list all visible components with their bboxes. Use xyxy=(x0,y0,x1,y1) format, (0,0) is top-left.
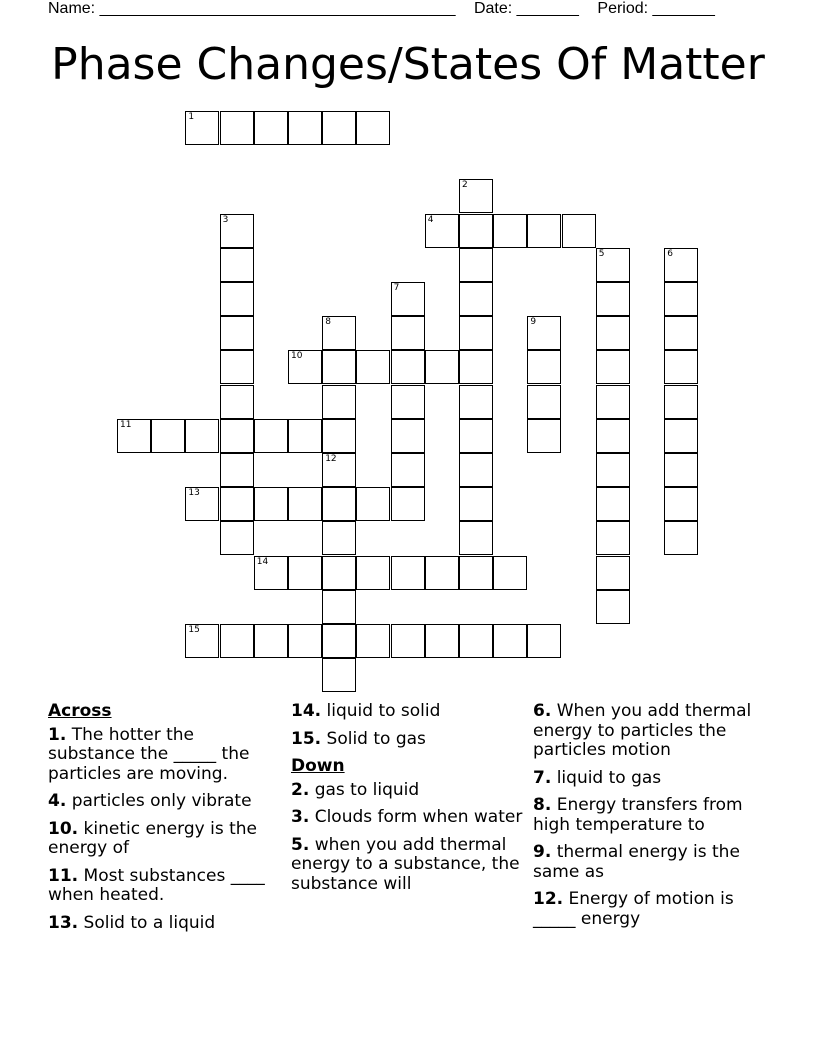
crossword-cell[interactable] xyxy=(151,419,185,453)
clue-text: Solid to a liquid xyxy=(78,912,216,933)
clue-number: 5. xyxy=(291,834,310,855)
crossword-cell-8[interactable] xyxy=(322,316,356,350)
clue-number: 3. xyxy=(291,807,310,827)
crossword-cell[interactable] xyxy=(220,248,254,282)
crossword-cell[interactable] xyxy=(185,419,219,453)
clue-number: 10. xyxy=(48,818,79,839)
crossword-cell[interactable] xyxy=(664,487,698,521)
clue-number: 11. xyxy=(48,865,79,886)
crossword-cell[interactable] xyxy=(459,521,493,555)
crossword-cell[interactable] xyxy=(220,282,254,316)
crossword-cell[interactable] xyxy=(459,419,493,453)
clue-across-4 xyxy=(48,792,280,812)
crossword-cell[interactable] xyxy=(322,487,356,521)
crossword-cell[interactable] xyxy=(391,385,425,419)
clue-number-label: 9 xyxy=(530,317,537,328)
crossword-cell[interactable] xyxy=(322,590,356,624)
clue-down-5 xyxy=(291,836,526,895)
crossword-cell[interactable] xyxy=(493,624,527,658)
crossword-cell[interactable] xyxy=(322,111,356,145)
clue-text: thermal energy is the same as xyxy=(533,842,740,882)
crossword-cell-2[interactable] xyxy=(459,179,493,213)
clue-down-6 xyxy=(533,702,773,761)
clue-down-2 xyxy=(291,781,526,801)
crossword-cell[interactable] xyxy=(322,521,356,555)
crossword-cell[interactable] xyxy=(459,487,493,521)
crossword-cell[interactable] xyxy=(425,624,459,658)
crossword-cell[interactable] xyxy=(288,419,322,453)
crossword-cell[interactable] xyxy=(391,316,425,350)
across-heading: Across xyxy=(48,701,112,721)
crossword-cell[interactable] xyxy=(220,487,254,521)
clue-across-15 xyxy=(291,730,526,750)
crossword-cell[interactable] xyxy=(322,385,356,419)
clue-number: 12. xyxy=(533,889,564,909)
crossword-cell[interactable] xyxy=(391,453,425,487)
clue-number: 1. xyxy=(48,724,67,745)
crossword-cell[interactable] xyxy=(596,282,630,316)
clue-number-label: 1 xyxy=(188,112,195,122)
crossword-cell-14[interactable] xyxy=(254,556,288,590)
crossword-cell[interactable] xyxy=(356,487,390,521)
crossword-cell[interactable] xyxy=(391,419,425,453)
crossword-cell[interactable] xyxy=(596,487,630,521)
crossword-cell[interactable] xyxy=(459,385,493,419)
clue-across-11 xyxy=(48,867,280,906)
crossword-cell-11[interactable] xyxy=(117,419,151,453)
crossword-cell-3[interactable] xyxy=(220,214,254,248)
crossword-cell[interactable] xyxy=(459,316,493,350)
crossword-cell[interactable] xyxy=(220,419,254,453)
crossword-cell[interactable] xyxy=(527,214,561,248)
crossword-cell[interactable] xyxy=(322,556,356,590)
crossword-cell[interactable] xyxy=(459,282,493,316)
clue-number: 15. xyxy=(291,728,322,749)
crossword-cell-10[interactable] xyxy=(288,350,322,384)
page-title: Phase Changes/States Of Matter xyxy=(51,39,765,90)
crossword-cell[interactable] xyxy=(220,350,254,384)
crossword-cell[interactable] xyxy=(664,521,698,555)
crossword-cell[interactable] xyxy=(391,350,425,384)
clue-text: Energy transfers from high temperature to xyxy=(533,795,743,835)
crossword-cell[interactable] xyxy=(596,385,630,419)
crossword-cell[interactable] xyxy=(254,419,288,453)
crossword-cell[interactable] xyxy=(322,624,356,658)
clue-number: 9. xyxy=(533,842,552,862)
crossword-cell[interactable] xyxy=(596,316,630,350)
crossword-cell[interactable] xyxy=(356,111,390,145)
clue-down-3 xyxy=(291,808,526,828)
clue-number: 13. xyxy=(48,912,79,933)
crossword-cell[interactable] xyxy=(356,350,390,384)
crossword-cell[interactable] xyxy=(322,419,356,453)
crossword-cell[interactable] xyxy=(596,419,630,453)
crossword-cell[interactable] xyxy=(527,419,561,453)
crossword-cell-15[interactable] xyxy=(185,624,219,658)
crossword-cell[interactable] xyxy=(493,556,527,590)
clue-column-3 xyxy=(533,702,773,937)
crossword-cell[interactable] xyxy=(322,350,356,384)
clue-text: liquid to solid xyxy=(321,701,441,721)
clue-number-label: 13 xyxy=(188,488,200,499)
clue-number-label: 6 xyxy=(667,248,673,259)
crossword-cell[interactable] xyxy=(220,624,254,658)
clue-number-label: 5 xyxy=(598,248,605,259)
clue-number: 14. xyxy=(291,701,322,721)
clue-number-label: 10 xyxy=(291,351,303,362)
period-field[interactable]: Period: _______ xyxy=(597,0,715,17)
crossword-cell[interactable] xyxy=(288,556,322,590)
crossword-cell[interactable] xyxy=(527,624,561,658)
crossword-cell[interactable] xyxy=(664,350,698,384)
clue-number-label: 2 xyxy=(462,180,468,191)
crossword-cell[interactable] xyxy=(664,385,698,419)
clue-text: kinetic energy is the energy of xyxy=(48,818,257,858)
crossword-cell[interactable] xyxy=(425,350,459,384)
crossword-cell-6[interactable] xyxy=(664,248,698,282)
crossword-cell[interactable] xyxy=(356,556,390,590)
clue-number-label: 15 xyxy=(188,625,200,635)
crossword-cell-9[interactable] xyxy=(527,316,561,350)
crossword-cell[interactable] xyxy=(562,214,596,248)
clue-number-label: 14 xyxy=(256,556,269,567)
date-field[interactable]: Date: _______ xyxy=(473,0,579,17)
crossword-cell[interactable] xyxy=(356,624,390,658)
crossword-cell[interactable] xyxy=(527,385,561,419)
crossword-cell-1[interactable] xyxy=(185,111,219,145)
clue-down-9 xyxy=(533,843,773,882)
crossword-cell[interactable] xyxy=(459,556,493,590)
clue-number: 6. xyxy=(533,701,552,721)
clue-across-1 xyxy=(48,726,280,785)
crossword-cell[interactable] xyxy=(391,487,425,521)
clue-text: gas to liquid xyxy=(309,779,420,800)
name-field[interactable]: Name: ________________________________________ xyxy=(48,0,456,17)
crossword-cell[interactable] xyxy=(288,111,322,145)
crossword-cell[interactable] xyxy=(220,453,254,487)
crossword-cell[interactable] xyxy=(596,521,630,555)
clue-column-1 xyxy=(48,702,280,941)
crossword-cell[interactable] xyxy=(664,316,698,350)
clue-text: Clouds form when water xyxy=(309,807,523,827)
clue-number-label: 7 xyxy=(393,283,400,293)
clue-text: When you add thermal energy to particles the particles motion xyxy=(533,701,752,760)
crossword-cell[interactable] xyxy=(459,453,493,487)
clue-number: 4. xyxy=(48,791,67,811)
clue-text: Energy of motion is _____ energy xyxy=(533,889,734,929)
crossword-cell[interactable] xyxy=(596,590,630,624)
crossword-cell-7[interactable] xyxy=(391,282,425,316)
crossword-cell-12[interactable] xyxy=(322,453,356,487)
crossword-cell[interactable] xyxy=(596,350,630,384)
crossword-cell[interactable] xyxy=(220,385,254,419)
clue-number: 7. xyxy=(533,767,552,788)
crossword-cell[interactable] xyxy=(220,316,254,350)
crossword-cell-4[interactable] xyxy=(425,214,459,248)
crossword-cell[interactable] xyxy=(459,214,493,248)
clue-number: 2. xyxy=(291,779,310,800)
crossword-cell-5[interactable] xyxy=(596,248,630,282)
crossword-cell[interactable] xyxy=(664,419,698,453)
crossword-cell[interactable] xyxy=(391,556,425,590)
crossword-cell[interactable] xyxy=(254,624,288,658)
crossword-cell[interactable] xyxy=(596,556,630,590)
crossword-cell[interactable] xyxy=(322,658,356,692)
clue-text: liquid to gas xyxy=(551,767,662,788)
crossword-cell[interactable] xyxy=(220,521,254,555)
clue-column-2 xyxy=(291,702,526,902)
clue-text: Most substances ____ when heated. xyxy=(48,865,265,905)
clue-across-14 xyxy=(291,702,526,722)
clue-text: Solid to gas xyxy=(321,728,426,749)
crossword-cell[interactable] xyxy=(391,624,425,658)
crossword-cell[interactable] xyxy=(288,487,322,521)
crossword-cell[interactable] xyxy=(288,624,322,658)
down-heading: Down xyxy=(291,756,345,776)
crossword-cell[interactable] xyxy=(254,487,288,521)
crossword-cell[interactable] xyxy=(254,111,288,145)
clue-across-13 xyxy=(48,914,280,934)
clue-number-label: 8 xyxy=(325,317,331,328)
clue-down-7 xyxy=(533,769,773,789)
crossword-cell[interactable] xyxy=(664,282,698,316)
crossword-cell[interactable] xyxy=(425,556,459,590)
crossword-cell[interactable] xyxy=(220,111,254,145)
clue-text: The hotter the substance the _____ the particles are moving. xyxy=(48,724,250,784)
crossword-cell[interactable] xyxy=(664,453,698,487)
crossword-cell[interactable] xyxy=(493,214,527,248)
clue-number-label: 11 xyxy=(120,419,132,430)
crossword-cell[interactable] xyxy=(459,624,493,658)
crossword-cell[interactable] xyxy=(527,350,561,384)
clue-across-10 xyxy=(48,820,280,859)
clue-text: when you add thermal energy to a substance, the substance will xyxy=(291,834,520,894)
clue-text: particles only vibrate xyxy=(66,791,252,811)
crossword-cell[interactable] xyxy=(459,350,493,384)
clue-down-12 xyxy=(533,890,773,929)
clue-number-label: 4 xyxy=(427,214,434,225)
clue-down-8 xyxy=(533,796,773,835)
clue-number-label: 12 xyxy=(325,454,337,464)
crossword-cell[interactable] xyxy=(459,248,493,282)
crossword-cell-13[interactable] xyxy=(185,487,219,521)
crossword-cell[interactable] xyxy=(596,453,630,487)
clue-number: 8. xyxy=(533,795,552,815)
clue-number-label: 3 xyxy=(222,214,229,225)
